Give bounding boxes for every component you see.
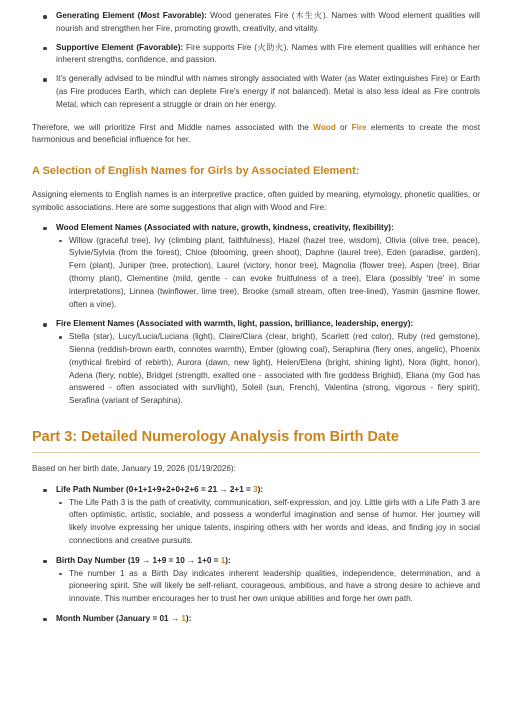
fire-group-label: Fire Element Names (Associated with warmth, light, passion, brilliance, leadership, energy): xyxy=(56,319,414,329)
life-path-desc: The Life Path 3 is the path of creativity, communication, self-expression, and joy. Little girls with a Life Path 3 are often optimistic, artistic, sociable, and possess a wonderful imagination and sense of humor. Her journey will likely involve expressing her unique talents, inspiring others with her words and ideas, and finding joy in social connections and creative pursuits. xyxy=(56,497,480,548)
birth-day-sublist xyxy=(56,568,480,606)
wood-names-list xyxy=(56,235,480,312)
part3-heading: Part 3: Detailed Numerology Analysis from Birth Date xyxy=(32,428,399,445)
fire-highlight: Fire xyxy=(351,122,367,132)
fire-names: Stella (star), Lucy/Lucia/Luciana (light), Claire/Clara (clear, bright), Scarlett (red color), Ruby (red gemstone), Sienna (reddish-brown earth, connotes warmth), Ember (glowing coal), Seraphina (fiery ones, angelic), Phoenix (mythical firebird of rebirth), Aurora (dawn, new light), Helen/Elena (bright, shining light), Nora (light, honor), Adena (fiery, noble), Bridget (strength, exalted one - associated with fire goddess Brighid), Eliana (my God has answered - often associated with sun/light), Soleil (sun, French), Valentina (strong, vigorous - fiery spirit), Serafina (variant of Seraphina). xyxy=(56,331,480,408)
birth-day-label: Birth Day Number (19 → 1+9 = 10 → 1+0 = xyxy=(56,555,221,565)
fire-names-list xyxy=(56,331,480,408)
life-path-label: Life Path Number (0+1+1+9+2+0+2+6 = 21 → 2+1 = xyxy=(56,484,254,494)
birth-day-item xyxy=(32,555,480,606)
month-item xyxy=(32,613,480,626)
bullet-text: It's generally advised to be mindful with names strongly associated with Water (as Water extinguishes Fire) or Earth (as Fire produces Earth, which can deplete Fire's energy if not balanced). Metal is also less ideal as Fire controls Metal, which can represent a struggle or drain on her energy. xyxy=(56,74,480,109)
birth-day-number: 1 xyxy=(220,555,226,565)
section-heading: A Selection of English Names for Girls by Associated Element: xyxy=(32,165,360,178)
wood-group-item xyxy=(32,222,480,312)
therefore-paragraph xyxy=(32,122,480,148)
element-bullet-list xyxy=(32,10,480,112)
list-item xyxy=(32,73,480,111)
document-content xyxy=(32,10,480,626)
label-close: ): xyxy=(185,613,192,623)
life-path-sublist xyxy=(56,497,480,548)
part3-intro: Based on her birth date, January 19, 2026 (01/19/2026): xyxy=(32,463,236,473)
label-close: ): xyxy=(257,484,264,494)
paragraph-text: or xyxy=(335,122,352,132)
heading-divider xyxy=(32,452,480,453)
bullet-text: Fire supports Fire (火助火). Names with Fire element qualities will enhance her inherent strengths, confidence, and passion. xyxy=(56,42,480,65)
wood-highlight: Wood xyxy=(313,122,336,132)
wood-names: Willow (graceful tree), Ivy (climbing plant, faithfulness), Hazel (hazel tree, wisdom), Olivia (olive tree, peace), Sylvie/Sylvia (from the forest), Chloe (blooming, green shoot), Daphne (laurel tree), Eden (paradise, garden), Fern (plant), Juniper (tree, protection), Laurel (victory, honor tree), Magnolia (flower tree), Aspen (tree), Briar (thorny plant), Clementine (mild, gentle - can evoke fruitfulness of a tree), Elara (possibly 'tree' in some interpretations), Linnea (twinflower, lime tree), Brooke (small stream, often tree-lined), Yasmin (jasmine flower, often a vine). xyxy=(56,235,480,312)
section-intro: Assigning elements to English names is an interpretive practice, often guided by meaning, etymology, phonetic qualities, or symbolic associations. Here are some suggestions that align with Wood and Fire: xyxy=(32,190,480,212)
numerology-list xyxy=(32,484,480,626)
bullet-label: Generating Element (Most Favorable): xyxy=(56,11,207,20)
bullet-text: Wood generates Fire (木生火). Names with Wood element qualities will nourish and strengthen her Fire, promoting growth, creativity, and vitality. xyxy=(56,11,480,33)
paragraph-text: Therefore, we will prioritize First and Middle names associated with the xyxy=(32,122,314,132)
list-item xyxy=(32,42,480,68)
bullet-label: Supportive Element (Favorable): xyxy=(56,42,184,52)
wood-group-label: Wood Element Names (Associated with nature, growth, kindness, creativity, flexibility): xyxy=(56,222,394,232)
life-path-item xyxy=(32,484,480,548)
list-item xyxy=(32,10,480,36)
paragraph-text: elements to create the most harmonious and beneficial influence for her. xyxy=(32,122,480,145)
month-label: Month Number (January = 01 → xyxy=(56,613,182,623)
birth-day-desc: The number 1 as a Birth Day indicates inherent leadership qualities, independence, determination, and a pioneering spirit. She will likely be self-reliant, courageous, ambitious, and have a strong desire to achieve and innovate. This number encourages her to trust her own unique abilities and forge her own path. xyxy=(56,568,480,606)
life-path-number: 3 xyxy=(253,484,258,494)
month-number: 1 xyxy=(181,613,186,623)
fire-group-item xyxy=(32,318,480,408)
name-group-list xyxy=(32,222,480,408)
label-close: ): xyxy=(225,555,231,565)
